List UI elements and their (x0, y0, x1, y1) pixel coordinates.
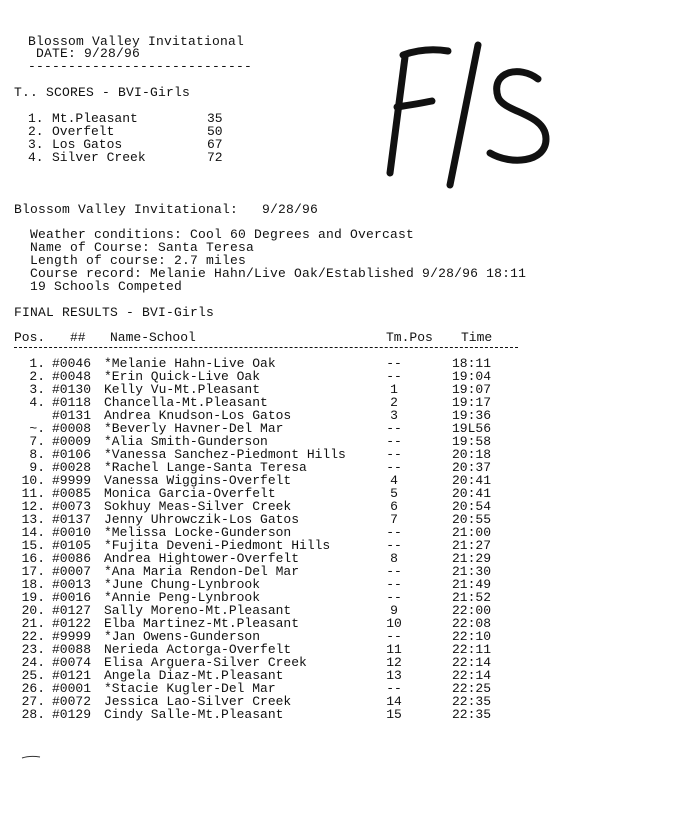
final-results-title: FINAL RESULTS - BVI-Girls (14, 305, 215, 320)
result-team-pos: -- (386, 369, 402, 384)
result-number: #0085 (52, 486, 92, 501)
team-score: 72 (207, 150, 223, 165)
scan-speck-mark (20, 752, 50, 762)
results-header-row (0, 331, 691, 344)
result-team-pos: 1 (390, 382, 398, 397)
result-pos: 28. (21, 707, 45, 722)
result-pos: 19. (21, 590, 45, 605)
result-team-pos: 7 (390, 512, 398, 527)
result-name-school: Kelly Vu-Mt.Pleasant (104, 382, 261, 397)
result-team-pos: 4 (390, 473, 398, 488)
result-time: 19:17 (452, 395, 492, 410)
course-length: Length of course: 2.7 miles (30, 253, 247, 268)
result-number: #0028 (52, 460, 92, 475)
result-time: 20:18 (452, 447, 492, 462)
result-number: #0129 (52, 707, 92, 722)
result-number: #0106 (52, 447, 92, 462)
result-name-school: Elba Martinez-Mt.Pleasant (104, 616, 300, 631)
result-name-school: Angela Diaz-Mt.Pleasant (104, 668, 284, 683)
team-school: Mt.Pleasant (52, 111, 138, 126)
result-name-school: *Ana Maria Rendon-Del Mar (104, 564, 300, 579)
team-school: Los Gatos (52, 137, 123, 152)
result-name-school: Monica Garcia-Overfelt (104, 486, 276, 501)
team-score-row (0, 151, 300, 164)
result-name-school: Jenny Uhrowczik-Los Gatos (104, 512, 300, 527)
result-time: 20:41 (452, 473, 492, 488)
result-team-pos: -- (386, 447, 402, 462)
result-name-school: *June Chung-Lynbrook (104, 577, 261, 592)
result-number: #0137 (52, 512, 92, 527)
result-name-school: Jessica Lao-Silver Creek (104, 694, 292, 709)
team-score-row (0, 125, 300, 138)
result-name-school: *Vanessa Sanchez-Piedmont Hills (104, 447, 346, 462)
result-team-pos: -- (386, 460, 402, 475)
result-time: 20:55 (452, 512, 492, 527)
result-name-school: Vanessa Wiggins-Overfelt (104, 473, 292, 488)
result-time: 19:58 (452, 434, 492, 449)
result-pos: 4. (29, 395, 45, 410)
team-school: Silver Creek (52, 150, 146, 165)
result-number: #0088 (52, 642, 92, 657)
result-team-pos: 5 (390, 486, 398, 501)
result-team-pos: 9 (390, 603, 398, 618)
result-number: #0130 (52, 382, 92, 397)
meet-name: Blossom Valley Invitational (28, 34, 245, 49)
result-time: 18:11 (452, 356, 492, 371)
result-time: 22:11 (452, 642, 492, 657)
header-pos: Pos. (14, 330, 46, 345)
result-name-school: *Alia Smith-Gunderson (104, 434, 268, 449)
result-number: #0048 (52, 369, 92, 384)
result-number: #0072 (52, 694, 92, 709)
result-team-pos: -- (386, 538, 402, 553)
result-number: #0121 (52, 668, 92, 683)
result-number: #0122 (52, 616, 92, 631)
result-name-school: Cindy Salle-Mt.Pleasant (104, 707, 284, 722)
schools-competed: 19 Schools Competed (30, 279, 183, 294)
header-underline: ---------------------------- (28, 59, 253, 74)
result-name-school: Andrea Hightower-Overfelt (104, 551, 300, 566)
result-team-pos: -- (386, 421, 402, 436)
result-team-pos: 13 (386, 668, 402, 683)
result-team-pos: 12 (386, 655, 402, 670)
result-pos: 17. (21, 564, 45, 579)
course-name: Name of Course: Santa Teresa (30, 240, 255, 255)
result-pos: 16. (21, 551, 45, 566)
result-pos: 15. (21, 538, 45, 553)
result-name-school: Elisa Arguera-Silver Creek (104, 655, 307, 670)
result-number: #0008 (52, 421, 92, 436)
result-name-school: *Melanie Hahn-Live Oak (104, 356, 276, 371)
result-time: 19:07 (452, 382, 492, 397)
result-team-pos: 11 (386, 642, 402, 657)
result-time: 21:00 (452, 525, 492, 540)
result-team-pos: -- (386, 434, 402, 449)
result-number: #0105 (52, 538, 92, 553)
result-pos: 22. (21, 629, 45, 644)
result-time: 20:41 (452, 486, 492, 501)
result-team-pos: -- (386, 577, 402, 592)
result-name-school: Andrea Knudson-Los Gatos (104, 408, 292, 423)
result-time: 22:25 (452, 681, 492, 696)
result-time: 22:14 (452, 668, 492, 683)
team-place: 2. (28, 124, 44, 139)
result-pos: ~. (29, 421, 45, 436)
result-time: 22:35 (452, 694, 492, 709)
result-time: 22:35 (452, 707, 492, 722)
result-name-school: *Erin Quick-Live Oak (104, 369, 261, 384)
result-name-school: Sally Moreno-Mt.Pleasant (104, 603, 292, 618)
result-team-pos: -- (386, 629, 402, 644)
meet-date: DATE: 9/28/96 (36, 46, 141, 61)
result-pos: 25. (21, 668, 45, 683)
team-place: 3. (28, 137, 44, 152)
result-name-school: *Fujita Deveni-Piedmont Hills (104, 538, 331, 553)
result-pos: 23. (21, 642, 45, 657)
result-pos: 13. (21, 512, 45, 527)
result-name-school: *Melissa Locke-Gunderson (104, 525, 292, 540)
result-number: #0073 (52, 499, 92, 514)
result-name-school: Nerieda Actorga-Overfelt (104, 642, 292, 657)
result-number: #9999 (52, 473, 92, 488)
team-score-row (0, 112, 300, 125)
result-number: #0086 (52, 551, 92, 566)
team-place: 4. (28, 150, 44, 165)
result-team-pos: -- (386, 681, 402, 696)
result-name-school: *Rachel Lange-Santa Teresa (104, 460, 307, 475)
result-pos: 27. (21, 694, 45, 709)
result-team-pos: 2 (390, 395, 398, 410)
result-pos: 8. (29, 447, 45, 462)
result-pos: 21. (21, 616, 45, 631)
result-team-pos: 3 (390, 408, 398, 423)
meet-info-title: Blossom Valley Invitational: 9/28/96 (14, 202, 319, 217)
result-time: 21:49 (452, 577, 492, 592)
result-team-pos: 10 (386, 616, 402, 631)
header-time: Time (461, 330, 493, 345)
result-time: 19:04 (452, 369, 492, 384)
result-time: 22:14 (452, 655, 492, 670)
result-pos: 10. (21, 473, 45, 488)
result-number: #0013 (52, 577, 92, 592)
header-team-pos: Tm.Pos (386, 330, 433, 345)
result-pos: 2. (29, 369, 45, 384)
result-time: 20:37 (452, 460, 492, 475)
result-number: #0016 (52, 590, 92, 605)
result-pos: 1. (29, 356, 45, 371)
result-time: 19L56 (452, 421, 492, 436)
result-pos: 26. (21, 681, 45, 696)
result-number: #9999 (52, 629, 92, 644)
result-time: 21:52 (452, 590, 492, 605)
result-name-school: Chancella-Mt.Pleasant (104, 395, 268, 410)
header-number: ## (70, 330, 86, 345)
result-name-school: Sokhuy Meas-Silver Creek (104, 499, 292, 514)
header-name-school: Name-School (110, 330, 196, 345)
weather-conditions: Weather conditions: Cool 60 Degrees and Overcast (30, 227, 415, 242)
result-time: 21:27 (452, 538, 492, 553)
result-pos: 7. (29, 434, 45, 449)
result-number: #0009 (52, 434, 92, 449)
team-score: 67 (207, 137, 223, 152)
result-time: 20:54 (452, 499, 492, 514)
result-number: #0001 (52, 681, 92, 696)
team-score: 50 (207, 124, 223, 139)
result-pos: 14. (21, 525, 45, 540)
result-pos: 24. (21, 655, 45, 670)
result-time: 21:29 (452, 551, 492, 566)
result-number: #0131 (52, 408, 92, 423)
result-team-pos: -- (386, 356, 402, 371)
result-row (0, 708, 691, 721)
results-header-rule (14, 347, 518, 348)
result-number: #0046 (52, 356, 92, 371)
result-time: 22:10 (452, 629, 492, 644)
result-pos: 12. (21, 499, 45, 514)
result-pos: 18. (21, 577, 45, 592)
result-pos: 9. (29, 460, 45, 475)
result-time: 19:36 (452, 408, 492, 423)
team-score-row (0, 138, 300, 151)
result-team-pos: 15 (386, 707, 402, 722)
course-record: Course record: Melanie Hahn/Live Oak/Established 9/28/96 18:11 (30, 266, 527, 281)
result-team-pos: -- (386, 525, 402, 540)
result-team-pos: 6 (390, 499, 398, 514)
result-number: #0074 (52, 655, 92, 670)
result-pos: 11. (21, 486, 45, 501)
team-score: 35 (207, 111, 223, 126)
result-time: 21:30 (452, 564, 492, 579)
team-school: Overfelt (52, 124, 115, 139)
result-name-school: *Beverly Havner-Del Mar (104, 421, 284, 436)
result-number: #0007 (52, 564, 92, 579)
result-number: #0127 (52, 603, 92, 618)
result-name-school: *Annie Peng-Lynbrook (104, 590, 261, 605)
result-number: #0118 (52, 395, 92, 410)
result-pos: 3. (29, 382, 45, 397)
result-time: 22:08 (452, 616, 492, 631)
handwritten-fs-mark (370, 35, 570, 195)
result-team-pos: -- (386, 590, 402, 605)
result-team-pos: 14 (386, 694, 402, 709)
result-team-pos: 8 (390, 551, 398, 566)
result-team-pos: -- (386, 564, 402, 579)
result-name-school: *Jan Owens-Gunderson (104, 629, 261, 644)
result-pos: 20. (21, 603, 45, 618)
result-name-school: *Stacie Kugler-Del Mar (104, 681, 276, 696)
team-scores-title: T.. SCORES - BVI-Girls (14, 85, 191, 100)
team-place: 1. (28, 111, 44, 126)
result-time: 22:00 (452, 603, 492, 618)
result-number: #0010 (52, 525, 92, 540)
